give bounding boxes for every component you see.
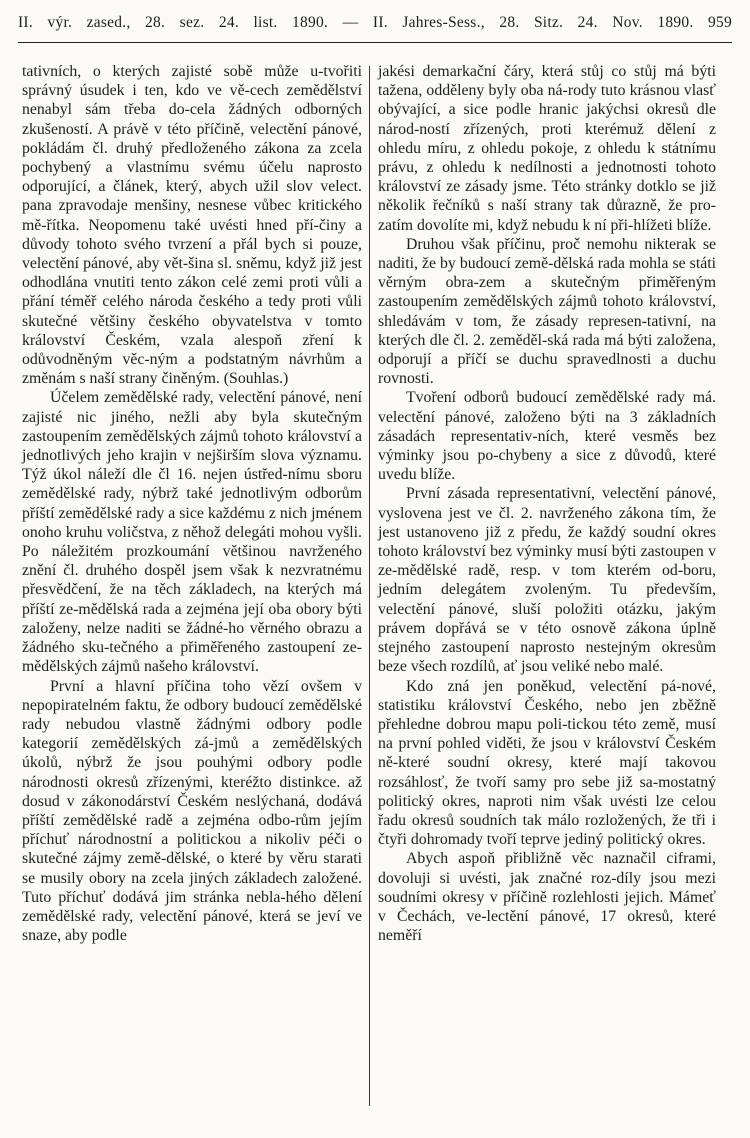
left-column [22, 62, 362, 945]
paragraph: První zásada representativní, velectění pánové, vyslovena jest ve čl. 2. navrženého zákona tím, že jest ustanoveno již z předu, že každý soudní okres tohoto království bez výminky musí býti zastoupen v ze-mědělské radě, resp. v tom kterém od-boru, jedním delegátem zvoleným. Tu především, velectění pánové, sluší položiti otázku, jakým právem dopřává se v této osnově zákona úplně stejného zastoupení naprosto nestejným okresům beze všech rozdílů, ať jsou veliké nebo malé. [378, 485, 716, 676]
column-divider [369, 66, 370, 1106]
right-column [378, 62, 716, 945]
page-header [18, 8, 732, 43]
paragraph: tativních, o kterých zajisté sobě může u-tvořiti správný úsudek i ten, kdo ve vě-cech zemědělství nenabyl sám třeba do-cela žádných odborných zkušeností. A právě v této příčině, velectění pánové, pokládám čl. druhý předloženého zákona za zcela pochybený a vlastnímu svému účelu naprosto odporující, a článek, který, abych užil slov velect. pana zpravodaje menšiny, nesnese vůbec kritického mě-řítka. Neopomenu také uvésti hned pří-činy a důvody tohoto svého tvrzení a přál bych si pouze, velectění pánové, aby vět-šina sl. sněmu, když již jest odhodlána vnutiti tento zákon celé zemi proti vůli a přání téměř celého národa českého a tedy proti vůli skutečné většiny českého obyvatelstva v tomto království Českém, vzala alespoň zření k odůvodněným věc-ným a podstatným návrhům a změnám s naší strany činěným. (Souhlas.) [22, 63, 362, 388]
paragraph: Tvoření odborů budoucí zemědělské rady má. velectění pánové, založeno býti na 3 základních zásadách representativ-ních, které vesměs bez výminky jsou po-chybeny a sice z důvodů, které uvedu blíže. [378, 389, 716, 484]
paragraph: První a hlavní příčina toho vězí ovšem v nepopiratelném faktu, že odbory budoucí zemědělské rady nebudou vlastně žádnými odbory podle kategorií zemědělských zá-jmů a zemědělských úkolů, nýbrž že jsou pouhými odbory podle národnosti okresů zřízenými, kteréžto distinkce. až dosud v zákonodárství Českém neslýchaná, dodává příští zemědělské radě a zejména odbo-rům jejím příchuť národnostní a politickou a nikoliv péči o skutečné zájmy země-dělské, o které by věru starati se musily obory na zcela jiných základech založené. Tuto příchuť dodává jim stránka nebla-hého dělení zemědělské rady, velectění pánové, která se jeví ve snaze, aby podle [22, 677, 362, 945]
paragraph: jakési demarkační čáry, která stůj co stůj má býti tažena, odděleny byly oba ná-rody tuto krásnou vlasť obývající, a sice podle hranic jakýchsi okresů dle národ-ností zřízených, proti kterémuž dělení z ohledu míru, z ohledu pokoje, z ohledu k státnímu právu, z ohledu k nedílnosti a jednotnosti tohoto království ze zásady jsme. Této stránky dotklo se již několik řečníků s naší strany tak důrazně, že pro-zatím dovolíte mi, když nebudu k ní při-hlížeti blíže. [378, 63, 716, 234]
paragraph: Abych aspoň přibližně věc naznačil ciframi, dovoluji si uvésti, jak značné roz-díly jsou mezi soudními okresy v příčině rozlehlosti jejich. Mámeť v Čechách, ve-lectění pánové, 17 okresů, které neměří [378, 850, 716, 945]
paragraph: Účelem zemědělské rady, velectění pánové, není zajisté nic jiného, nežli aby byla skutečným zastoupením zemědělských zájmů tohoto království a jednotlivých jeho krajin v nejširším slova významu. Týž úkol náleží dle čl 16. nejen ústřed-nímu sboru zemědělské rady, nýbrž také jednotlivým odborům příští zemědělské rady a sice každému z nich jménem onoho kruhu voličstva, z něhož delegáti mohou vyšli. Po náležitém prozkoumání většinou navrženého znění čl. druhého dospěl jsem však k nezvratnému přesvědčení, že na těch základech, na kterých má příští ze-mědělská rada a zejména její oba obory býti založeny, nelze naditi se žádné-ho věrného obrazu a žádného sku-tečného a přiměřeného zastoupení ze-mědělských zájmů našeho království. [22, 389, 362, 676]
paragraph: Kdo zná jen poněkud, velectění pá-nové, statistiku království Českého, nebo jen zběžně přehledne dobrou mapu poli-tickou této země, musí na první pohled viděti, že jsou v království Českém ně-které soudní okresy, které mají takovou rozsáhlosť, že tvoří samy pro sebe již sa-mostatný politický okres, naproti nim však uvésti lze celou řadu okresů soudních tak málo rozložených, že tři i čtyři dohromady tvoří teprve jediný politický okres. [378, 677, 716, 849]
paragraph: Druhou však příčinu, proč nemohu nikterak se naditi, že by budoucí země-dělská rada mohla se státi věrným obra-zem a skutečným přiměřeným zastoupením zemědělských zájmů tohoto království, shledávám v tom, že zásady represen-tativní, na kterých dle čl. 2. zeměděl-ská rada má býti založena, odporují a příčí se duchu spravedlnosti a duchu rovnosti. [378, 235, 716, 388]
running-header: II. výr. zased., 28. sez. 24. list. 1890. — II. Jahres-Sess., 28. Sitz. 24. Nov. 1890. 959 [18, 14, 732, 31]
